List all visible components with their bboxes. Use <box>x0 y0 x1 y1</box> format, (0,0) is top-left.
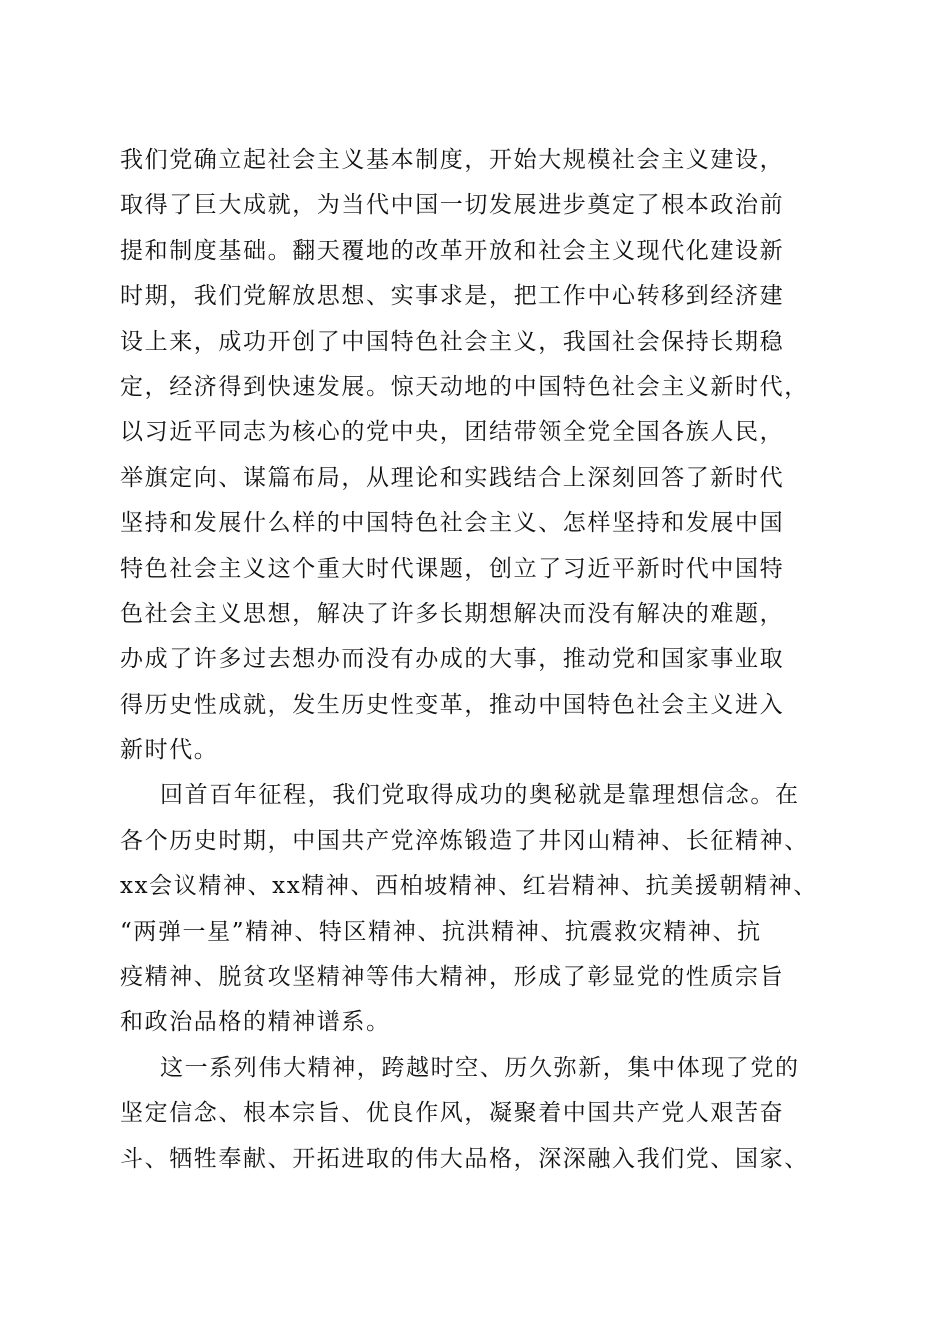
text-line: xx会议精神、xx精神、西柏坡精神、红岩精神、抗美援朝精神、 <box>120 873 818 900</box>
text-line: 各个历史时期，中国共产党淬炼锻造了井冈山精神、长征精神、 <box>120 827 809 854</box>
text-line: 办成了许多过去想办而没有办成的大事，推动党和国家事业取 <box>120 646 785 673</box>
text-line: 设上来，成功开创了中国特色社会主义，我国社会保持长期稳 <box>120 328 785 355</box>
text-line: 定，经济得到快速发展。惊天动地的中国特色社会主义新时代， <box>120 373 809 400</box>
text-line: 疫精神、脱贫攻坚精神等伟大精神，形成了彰显党的性质宗旨 <box>120 964 785 991</box>
text-line: 坚持和发展什么样的中国特色社会主义、怎样坚持和发展中国 <box>120 510 785 537</box>
text-line: 坚定信念、根本宗旨、优良作风，凝聚着中国共产党人艰苦奋 <box>120 1100 785 1127</box>
text-line: 取得了巨大成就，为当代中国一切发展进步奠定了根本政治前 <box>120 192 785 219</box>
paragraph-2 <box>120 773 835 1045</box>
text-line: 以习近平同志为核心的党中央，团结带领全党全国各族人民， <box>120 419 785 446</box>
text-line: 我们党确立起社会主义基本制度，开始大规模社会主义建设， <box>120 147 785 173</box>
text-line: 得历史性成就，发生历史性变革，推动中国特色社会主义进入 <box>120 691 785 718</box>
text-line: 提和制度基础。翻天覆地的改革开放和社会主义现代化建设新 <box>120 237 785 264</box>
text-line: 举旗定向、谋篇布局，从理论和实践结合上深刻回答了新时代 <box>120 464 785 491</box>
text-line: 这一系列伟大精神，跨越时空、历久弥新，集中体现了党的 <box>160 1054 800 1081</box>
text-line: 回首百年征程，我们党取得成功的奥秘就是靠理想信念。在 <box>160 782 800 809</box>
paragraph-3 <box>120 1046 835 1182</box>
text-line: 新时代。 <box>120 737 219 764</box>
paragraph-1 <box>120 138 835 773</box>
text-line: 斗、牺牲奉献、开拓进取的伟大品格，深深融入我们党、国家、 <box>120 1145 809 1172</box>
text-line: 时期，我们党解放思想、实事求是，把工作中心转移到经济建 <box>120 283 785 310</box>
text-line: “两弹一星”精神、特区精神、抗洪精神、抗震救灾精神、抗 <box>120 918 762 945</box>
text-line: 色社会主义思想，解决了许多长期想解决而没有解决的难题， <box>120 600 785 627</box>
document-body <box>120 138 835 1182</box>
text-line: 和政治品格的精神谱系。 <box>120 1009 391 1036</box>
text-line: 特色社会主义这个重大时代课题，创立了习近平新时代中国特 <box>120 555 785 582</box>
